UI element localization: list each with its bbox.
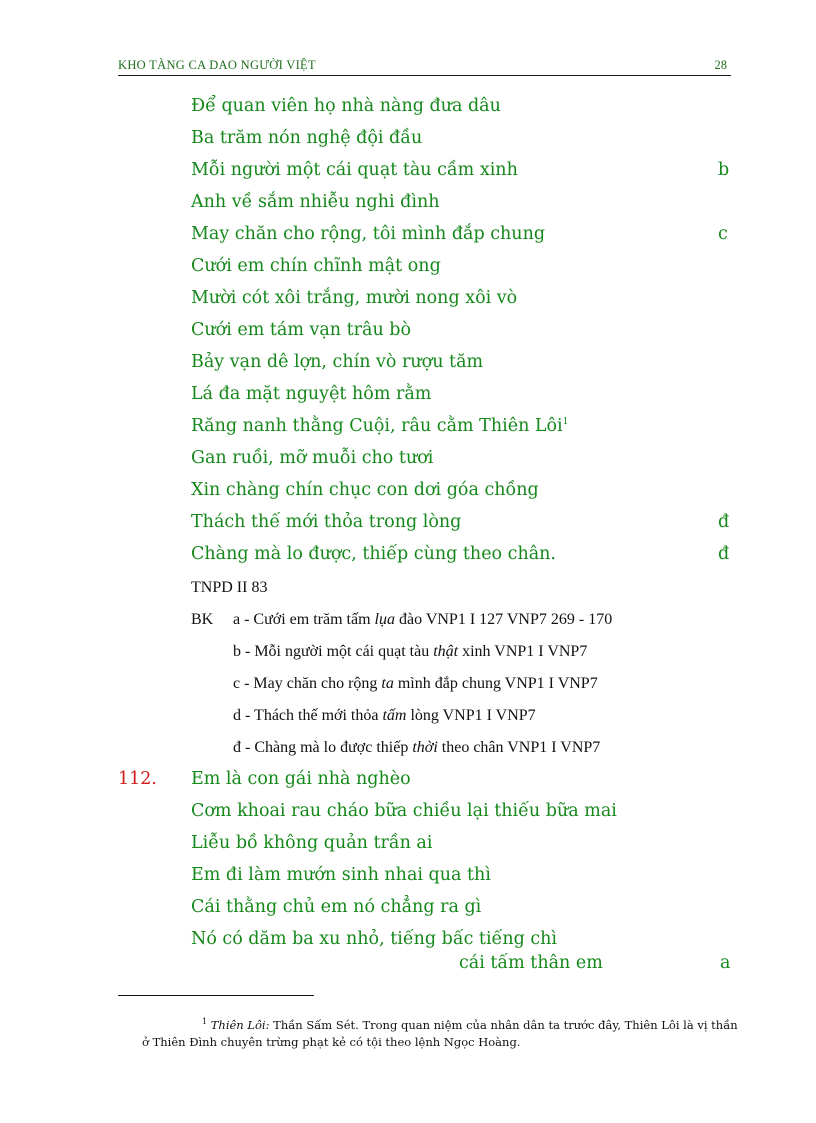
verse-line-with-footnote [191, 416, 568, 436]
page-number: 28 [714, 58, 727, 72]
verse-line: Xin chàng chín chục con dơi góa chồng [191, 480, 539, 500]
verse-line: Liễu bồ không quản trần ai [191, 833, 433, 853]
verse-line: Mười cót xôi trắng, mười nong xôi vò [191, 288, 518, 308]
verse-line: Cưới em chín chĩnh mật ong [191, 256, 441, 276]
verse-line: Lá đa mặt nguyệt hôm rằm [191, 384, 432, 404]
variant-mark: c [718, 224, 728, 244]
verse-line: Bảy vạn dê lợn, chín vò rượu tăm [191, 352, 484, 372]
verse-line: Anh về sắm nhiễu nghi đình [191, 192, 440, 212]
footnote-divider [118, 995, 314, 996]
verse-line: May chăn cho rộng, tôi mình đắp chung [191, 224, 546, 244]
verse-continuation: cái tấm thân em [459, 953, 603, 973]
verse-line: Ba trăm nón nghệ đội đầu [191, 128, 423, 148]
footnote [142, 1013, 742, 1051]
verse-line: Thách thế mới thỏa trong lòng [191, 512, 462, 532]
bk-label: BK [191, 611, 214, 628]
variant-b: b - Mỗi người một cái quạt tàu thật xinh VNP1 I VNP7 [233, 643, 588, 660]
variant-d: d - Thách thế mới thỏa tấm lòng VNP1 I VNP7 [233, 707, 536, 724]
source-reference: TNPD II 83 [191, 579, 268, 596]
variant-c: c - May chăn cho rộng ta mình đắp chung VNP1 I VNP7 [233, 675, 598, 692]
variant-dd: đ - Chàng mà lo được thiếp thời theo chân VNP1 I VNP7 [233, 739, 601, 756]
verse-line: Để quan viên họ nhà nàng đưa dâu [191, 96, 501, 116]
verse-line: Nó có dăm ba xu nhỏ, tiếng bấc tiếng chì [191, 929, 558, 949]
verse-line: Gan ruồi, mỡ muỗi cho tươi [191, 448, 434, 468]
verse-line: Cưới em tám vạn trâu bò [191, 320, 412, 340]
page-header [118, 57, 731, 76]
footnote-term: Thiên Lôi: [210, 1017, 270, 1032]
variant-mark: đ [718, 544, 730, 564]
footnote-text: Thần Sấm Sét. Trong quan niệm của nhân dân ta trước đây, Thiên Lôi là vị thần ở Thiên Đình chuyên trừng phạt kẻ có tội theo lệnh Ngọc Hoàng. [142, 1017, 738, 1049]
book-title: KHO TÀNG CA DAO NGƯỜI VIỆT [118, 58, 316, 72]
variant-mark: a [720, 953, 731, 973]
poem-number: 112. [118, 769, 157, 789]
verse-line: Cơm khoai rau cháo bữa chiều lại thiếu bữa mai [191, 801, 617, 821]
verse-line: Em đi làm mướn sinh nhai qua thì [191, 865, 491, 885]
verse-line: Chàng mà lo được, thiếp cùng theo chân. [191, 544, 556, 564]
verse-text: Răng nanh thằng Cuội, râu cằm Thiên Lôi [191, 416, 563, 436]
verse-line: Em là con gái nhà nghèo [191, 769, 411, 789]
verse-line: Mỗi người một cái quạt tàu cầm xinh [191, 160, 518, 180]
footnote-ref[interactable]: 1 [562, 417, 569, 428]
verse-line: Cái thằng chủ em nó chẳng ra gì [191, 897, 482, 917]
variant-mark: b [718, 160, 730, 180]
variant-a: a - Cưới em trăm tấm lụa đào VNP1 I 127 VNP7 269 - 170 [233, 611, 613, 628]
footnote-number: 1 [202, 1017, 208, 1026]
variant-mark: đ [718, 512, 730, 532]
